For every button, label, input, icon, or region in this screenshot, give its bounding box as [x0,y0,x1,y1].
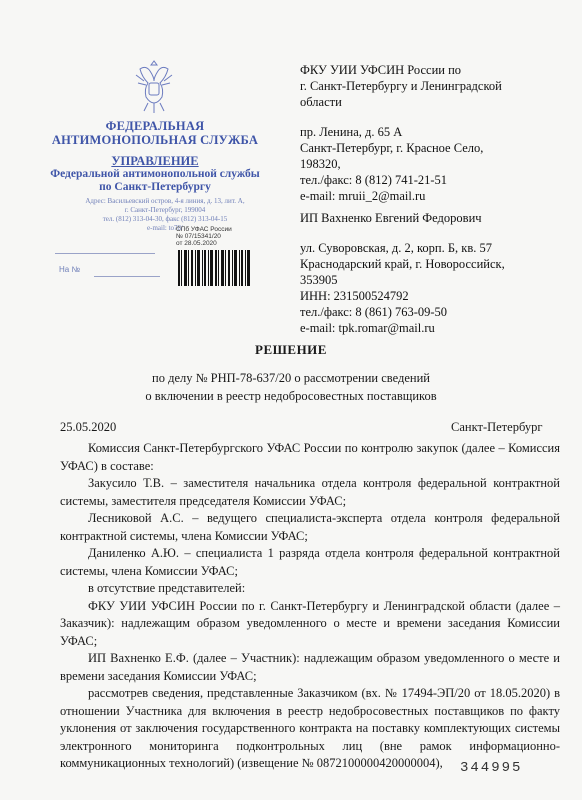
document-date: 25.05.2020 [60,420,117,434]
body-paragraph-6: ФКУ УИИ УФСИН России по г. Санкт-Петербургу и Ленинградской области (далее – Заказчик): надлежащим образом уведомленного о месте и времени заседания Комиссии УФАС; [60,598,560,648]
dept-line3: по Санкт-Петербургу [99,181,211,193]
stamp-line2: № 07/15341/20 [176,233,221,240]
addressee1-line1: ФКУ УИИ УФСИН России по [300,63,462,77]
addressee2-inn: ИНН: 231500524792 [300,289,409,303]
body-paragraph-3: Лесниковой А.С. – ведущего специалиста-эксперта отдела контроля федеральной контрактной системы, члена Комиссии УФАС; [60,511,560,543]
body-paragraph-7: ИП Вахненко Е.Ф. (далее – Участник): надлежащим образом уведомленного о месте и времени заседания Комиссии УФАС; [60,651,560,683]
addressee2-addr1: ул. Суворовская, д. 2, корп. Б, кв. 57 [300,241,492,255]
case-line1: по делу № РНП-78-637/20 о рассмотрении сведений [152,371,430,385]
barcode-image [178,250,252,286]
dept-line2: Федеральной антимонопольной службы [50,168,260,180]
document-title: РЕШЕНИЕ [255,342,327,357]
addressee1-phone: тел./факс: 8 (812) 741-21-51 [300,173,448,187]
body-paragraph-4: Даниленко А.Ю. – специалиста 1 разряда отдела контроля федеральной контрактной системы, члена Комиссии УФАС; [60,546,560,578]
addressee1-addr1: пр. Ленина, д. 65 А [300,125,403,139]
addressee2-addr3: 353905 [300,273,338,287]
addr-line2: г. Санкт-Петербург, 199004 [124,206,206,214]
addressee1-addr3: 198320, [300,157,341,171]
addressee2-email: e-mail: tpk.romar@mail.ru [300,321,435,335]
signature-line [55,253,155,254]
body-paragraph-1: Комиссия Санкт-Петербургского УФАС России по контролю закупок (далее – Комиссия УФАС) в составе: [60,441,560,473]
stamp-line3: от 28.05.2020 [176,240,217,247]
reference-line [94,276,160,277]
addressee1-line3: области [300,95,342,109]
addr-line1: Адрес: Васильевский остров, 4-я линия, д. 13, лит. А, [85,197,245,205]
addressee1-addr2: Санкт-Петербург, г. Красное Село, [300,141,484,155]
addressee1-email: e-mail: mruii_2@mail.ru [300,189,426,203]
addressee2-phone: тел./факс: 8 (861) 763-09-50 [300,305,448,319]
addressee2-addr2: Краснодарский край, г. Новороссийск, [300,257,505,271]
coat-of-arms-emblem [132,57,176,115]
addressee1-name [300,62,550,110]
addressee2-name: ИП Вахненко Евгений Федорович [300,211,482,225]
addr-line3: тел. (812) 313-04-30, факс (812) 313-04-15 [102,215,228,223]
body-paragraph-8: рассмотрев сведения, представленные Заказчиком (вх. № 17494-ЭП/20 от 18.05.2020) в отношении Участника для включения в реестр недобросовестных поставщиков по факту уклонения от заключения государственного контракта на поставку комплектующих системы электронного мониторинга подконтрольных лиц (вне рамок информационно-коммуникационных технологий) (извещение № 0872100000420000004), [60,686,560,770]
stamp-line1: СПб УФАС России [176,226,232,233]
dept-line1: УПРАВЛЕНИЕ [111,154,199,168]
department-title [40,155,270,194]
agency-line2: АНТИМОНОПОЛЬНАЯ СЛУЖБА [51,133,259,147]
addr-line4: e-mail: to78/ [147,224,183,232]
addressee1-line2: г. Санкт-Петербургу и Ленинградской [300,79,502,93]
body-paragraph-2: Закусило Т.В. – заместителя начальника отдела контроля федеральной контрактной системы, заместителя председателя Комиссии УФАС; [60,476,560,508]
reference-label: На № [59,265,81,274]
agency-title [40,119,270,147]
case-line2: о включении в реестр недобросовестных поставщиков [145,389,437,403]
registration-stamp [176,226,256,247]
case-subtitle [0,369,582,405]
document-body [60,440,560,773]
body-paragraph-5: в отсутствие представителей: [88,581,246,595]
addressee1-contacts [300,124,550,204]
agency-line1: ФЕДЕРАЛЬНАЯ [105,119,205,133]
page-number-stamp: 344995 [460,760,523,776]
document-city: Санкт-Петербург [451,420,543,434]
addressee2-contacts [300,240,570,336]
